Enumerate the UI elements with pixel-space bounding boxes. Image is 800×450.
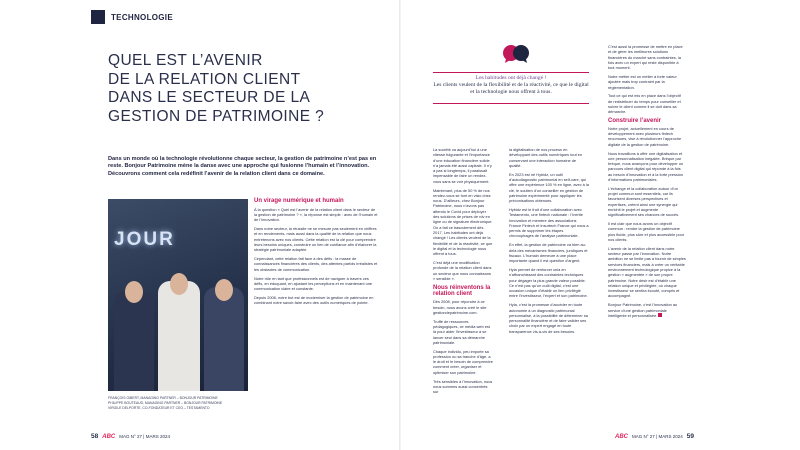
footer-right: [615, 433, 694, 440]
pullquote-body: Les clients veulent de la flexibilité et de la réactivité, ce que le digital et la technologie nous offrent à tous.: [433, 81, 589, 95]
page-number: 58: [91, 433, 99, 440]
column-c: [509, 147, 589, 338]
caption-line: FRANÇOIS GIBERT, MANAGING PARTNER – BONJOUR PATRIMOINE: [108, 396, 218, 400]
paragraph: Notre métier est un métier à forte valeur ajoutée mais trop contraint par la réglementation.: [608, 73, 677, 90]
section-square-icon: [91, 10, 105, 24]
paragraph: La société va aujourd’hui à une vitesse fulgurante et l’importance d’une éducation financière solide n’a jamais été aussi capitale. Il n’y a pas si longtemps, il paraissait impensable de faire un rendez-vous sans se voir physiquement.: [433, 147, 492, 184]
person-head: [125, 281, 143, 303]
title-line: DANS LE SECTEUR DE LA: [108, 89, 311, 106]
paragraph: Truffé de ressources pédagogiques, ce média web est là pour aider l’investisseur à se lancer seul dans sa démarche patrimoniale.: [433, 318, 490, 345]
footer-left: [91, 433, 170, 440]
pullquote: [433, 75, 589, 95]
paragraph: Nous travaillons à offrir une digitalisation et une personnalisation inégalée. Bréque par bréque, nous avançons pour développer un parcours client digital qui réponde à la fois au besoin d’innovation et à la forte pression d’informations patrimoniales.: [608, 150, 684, 183]
title-line: DE LA RELATION CLIENT: [108, 70, 301, 88]
paragraph: Dans notre secteur, la réussite ne se mesure pas seulement en chiffres et en rendements, mais aussi dans la qualité de la relation que nous entretenons avec nos clients. Cette relation est la clé pour comprendre leurs besoins uniques, construire un lien de confiance afin d’élaborer la stratégie patrimoniale adaptée.: [254, 226, 377, 253]
person-head: [215, 279, 233, 301]
person-figure: [158, 281, 200, 391]
team-photo: [108, 199, 248, 391]
paragraph: Hybidz est le fruit d’une collaboration avec Testamento, une fintech nationale : l’Inertie Innovation et membre des associations France Fintech et Insurtech France qui nous a permis de supprimer les étapes chronophages de l’analyse patrimoniale.: [509, 206, 589, 239]
article-intro: Dans un monde où la technologie révolutionne chaque secteur, la gestion de patrimoine n’est pas en reste. Bonjour Patrimoine mène la danse avec une approche qui fusionne l’humain et l’innovation. Découvrons comment cela redéfinit l’avenir de la relation client dans ce domaine.: [108, 156, 377, 177]
paragraph: Il est clair que nous avons un objectif commun : rendre la gestion de patrimoine plus fluide, plus sûre et plus accessible pour nos clients.: [608, 221, 685, 242]
article-title: [108, 52, 378, 126]
paragraph: Hyla permet de renforcer cela en s’affranchissant des contraintes techniques pour dégager la plus grande valeur possible. Ce n’est pas qu’un outil digital, c’est une occasion unique d’établir un lien privilégié entre l’investisseur, l’expert et son patrimoine.: [509, 266, 588, 299]
caption-line: VIRGILE DELPORTE, CO-FONDATEUR ET CEO – TESTAMENTO: [108, 406, 210, 410]
person-figure: [114, 291, 154, 391]
subheading: Nous réinventons la relation client: [433, 284, 491, 298]
paragraph: Notre projet, actuellement en cours de développement avec plusieurs fintech reconnues, vise à révolutionner l’approche digitale de la gestion de patrimoine.: [608, 125, 682, 147]
paragraph: Chaque individu, peu importe sa profession ou sa tranche d’âge, a le droit et le besoin de comprendre comment créer, organiser et optimiser son patrimoine.: [433, 348, 493, 375]
person-figure: [204, 287, 244, 391]
title-line: GESTION DE PATRIMOINE ?: [108, 107, 325, 125]
pullquote-rule-top: [433, 72, 589, 73]
subheading: Construire l’avenir: [608, 118, 662, 125]
section-label: TECHNOLOGIE: [111, 12, 173, 22]
pullquote-rule-bottom: [433, 103, 589, 104]
photo-neon-sign: JOUR: [114, 229, 175, 250]
section-tag: [91, 10, 173, 24]
paragraph: À la question « Quel est l’avenir de la relation client dans le secteur de la gestion de patrimoine ? », la réponse est simple : avec de l’humain et de l’innovation.: [254, 206, 378, 223]
paragraph: En effet, la gestion de patrimoine va bien au-delà des mécanismes financiers, juridiques et fiscaux. L’humain demeure à une place importante quand il est question d’argent.: [509, 242, 588, 264]
column-d: [608, 44, 686, 322]
paragraph: C’est déjà une modification profonde de la relation client dans un secteur que nous connaissons « sensible ».: [433, 259, 492, 281]
column-a: [254, 198, 378, 309]
end-mark-icon: [658, 313, 662, 317]
column-b: [433, 147, 493, 398]
photo-caption: [108, 396, 248, 411]
paragraph: L’avenir de la relation client dans notre secteur passe par l’innovation. Notre ambition ne se limite pas à fournir de simples services financiers, mais à créer un véritable environnement technologique propice à la gestion « augmentée » de son propre patrimoine. Notre désir est d’établir une relation unique et privilégiée, où chaque investisseur se sentira écouté, compris et accompagné.: [608, 245, 686, 299]
paragraph: Notre rôle en tant que professionnels est de naviguer à travers ces défis, en éduquant, en ajustant les perceptions et en maintenant une communication claire et constante.: [254, 275, 373, 292]
paragraph: L’échange et la collaboration autour d’un projet commun sont essentiels, car ils favorisent diverses perspectives et expertises, créent ainsi une synergie qui enrichit le projet et augmente significativement ses chances de succès.: [608, 185, 680, 218]
issue-label: MAG N° 27 | MARS 2024: [119, 434, 170, 439]
paragraph: la digitalisation de nos process en développant des outils numériques tout en conservant une interaction humaine de qualité.: [509, 147, 583, 168]
brand-logo: ABC: [102, 433, 116, 440]
subheading: Un virage numérique et humain: [254, 198, 344, 204]
pullquote-lead: Les habitudes ont déjà changé !: [475, 75, 547, 81]
person-head: [170, 273, 188, 295]
page-number: 59: [686, 433, 694, 440]
paragraph: Dès 2008, pour répondre à ce besoin, nous avons créé le site gestiondepatrimoine.com.: [433, 299, 487, 315]
paragraph: Maintenant, plus de 50 % de nos rendez-vous se font en visio chez nous. D’ailleurs, chez Bonjour Patrimoine, nous n’avons pas attendu le Covid pour déployer des solutions de prises de rdv en ligne ou de signature électronique. On a fait ce basculement dès 2017. Les habitudes ont déjà changé ! Les clients veulent de la flexibilité et de la réactivité, ce que le digital et la technologie nous offrent à tous.: [433, 187, 493, 257]
paragraph: En 2023 est né Hybidz, un outil d’autodiagnostic patrimonial en self-care, qui offre une expérience 100 % en ligne, avec à la clé, le soutien d’un conseiller en gestion de patrimoine expérimenté pour appliquer les préconisations obtenues.: [509, 171, 589, 204]
paragraph: C’est aussi la promesse de mettre en place et de gérer les meilleures solutions financières du marché sans contraintes, la fois avec un expert qui reste disponible à tout moment.: [608, 44, 683, 71]
closing-paragraph: Bonjour Patrimoine, c’est l’innovation au service d’une gestion patrimoniale intelligente et personnalisée.: [608, 302, 678, 318]
speech-bubbles-icon: [502, 44, 530, 64]
paragraph: Hyla, c’est la promesse d’accéder en toute autonomie à un diagnostic patrimonial personnalisé, à la possibilité de déterminer sa personnalité financière et de faire valider ses choix par un expert engagé en toute transparence vis-à-vis de ses besoins.: [509, 302, 588, 334]
paragraph: [608, 302, 686, 318]
paragraph: Cependant, cette relation fait face à des défis : la masse de connaissances financières des clients, des attentes parfois irréalistes et les obstacles de communication.: [254, 256, 378, 272]
issue-label: MAG N° 27 | MARS 2024: [632, 434, 683, 439]
paragraph: Depuis 2008, notre but est de moderniser la gestion de patrimoine en combinant notre savoir-faire avec des outils numériques de pointe.: [254, 294, 374, 306]
title-line: QUEL EST L’AVENIR: [108, 52, 263, 69]
brand-logo: ABC: [615, 433, 628, 440]
caption-line: PHILIPPE BOUTEAUD, MANAGING PARTNER – BONJOUR PATRIMOINE: [108, 401, 223, 405]
paragraph: Très sensibles à l’innovation, nous nous sommes aussi concentrés sur: [433, 378, 493, 395]
paragraph: Tout ce qui est mis en place dans l’objectif de redistribuer du temps pour conseiller et suivre le client comme il se doit dans sa démarche.: [608, 93, 681, 115]
